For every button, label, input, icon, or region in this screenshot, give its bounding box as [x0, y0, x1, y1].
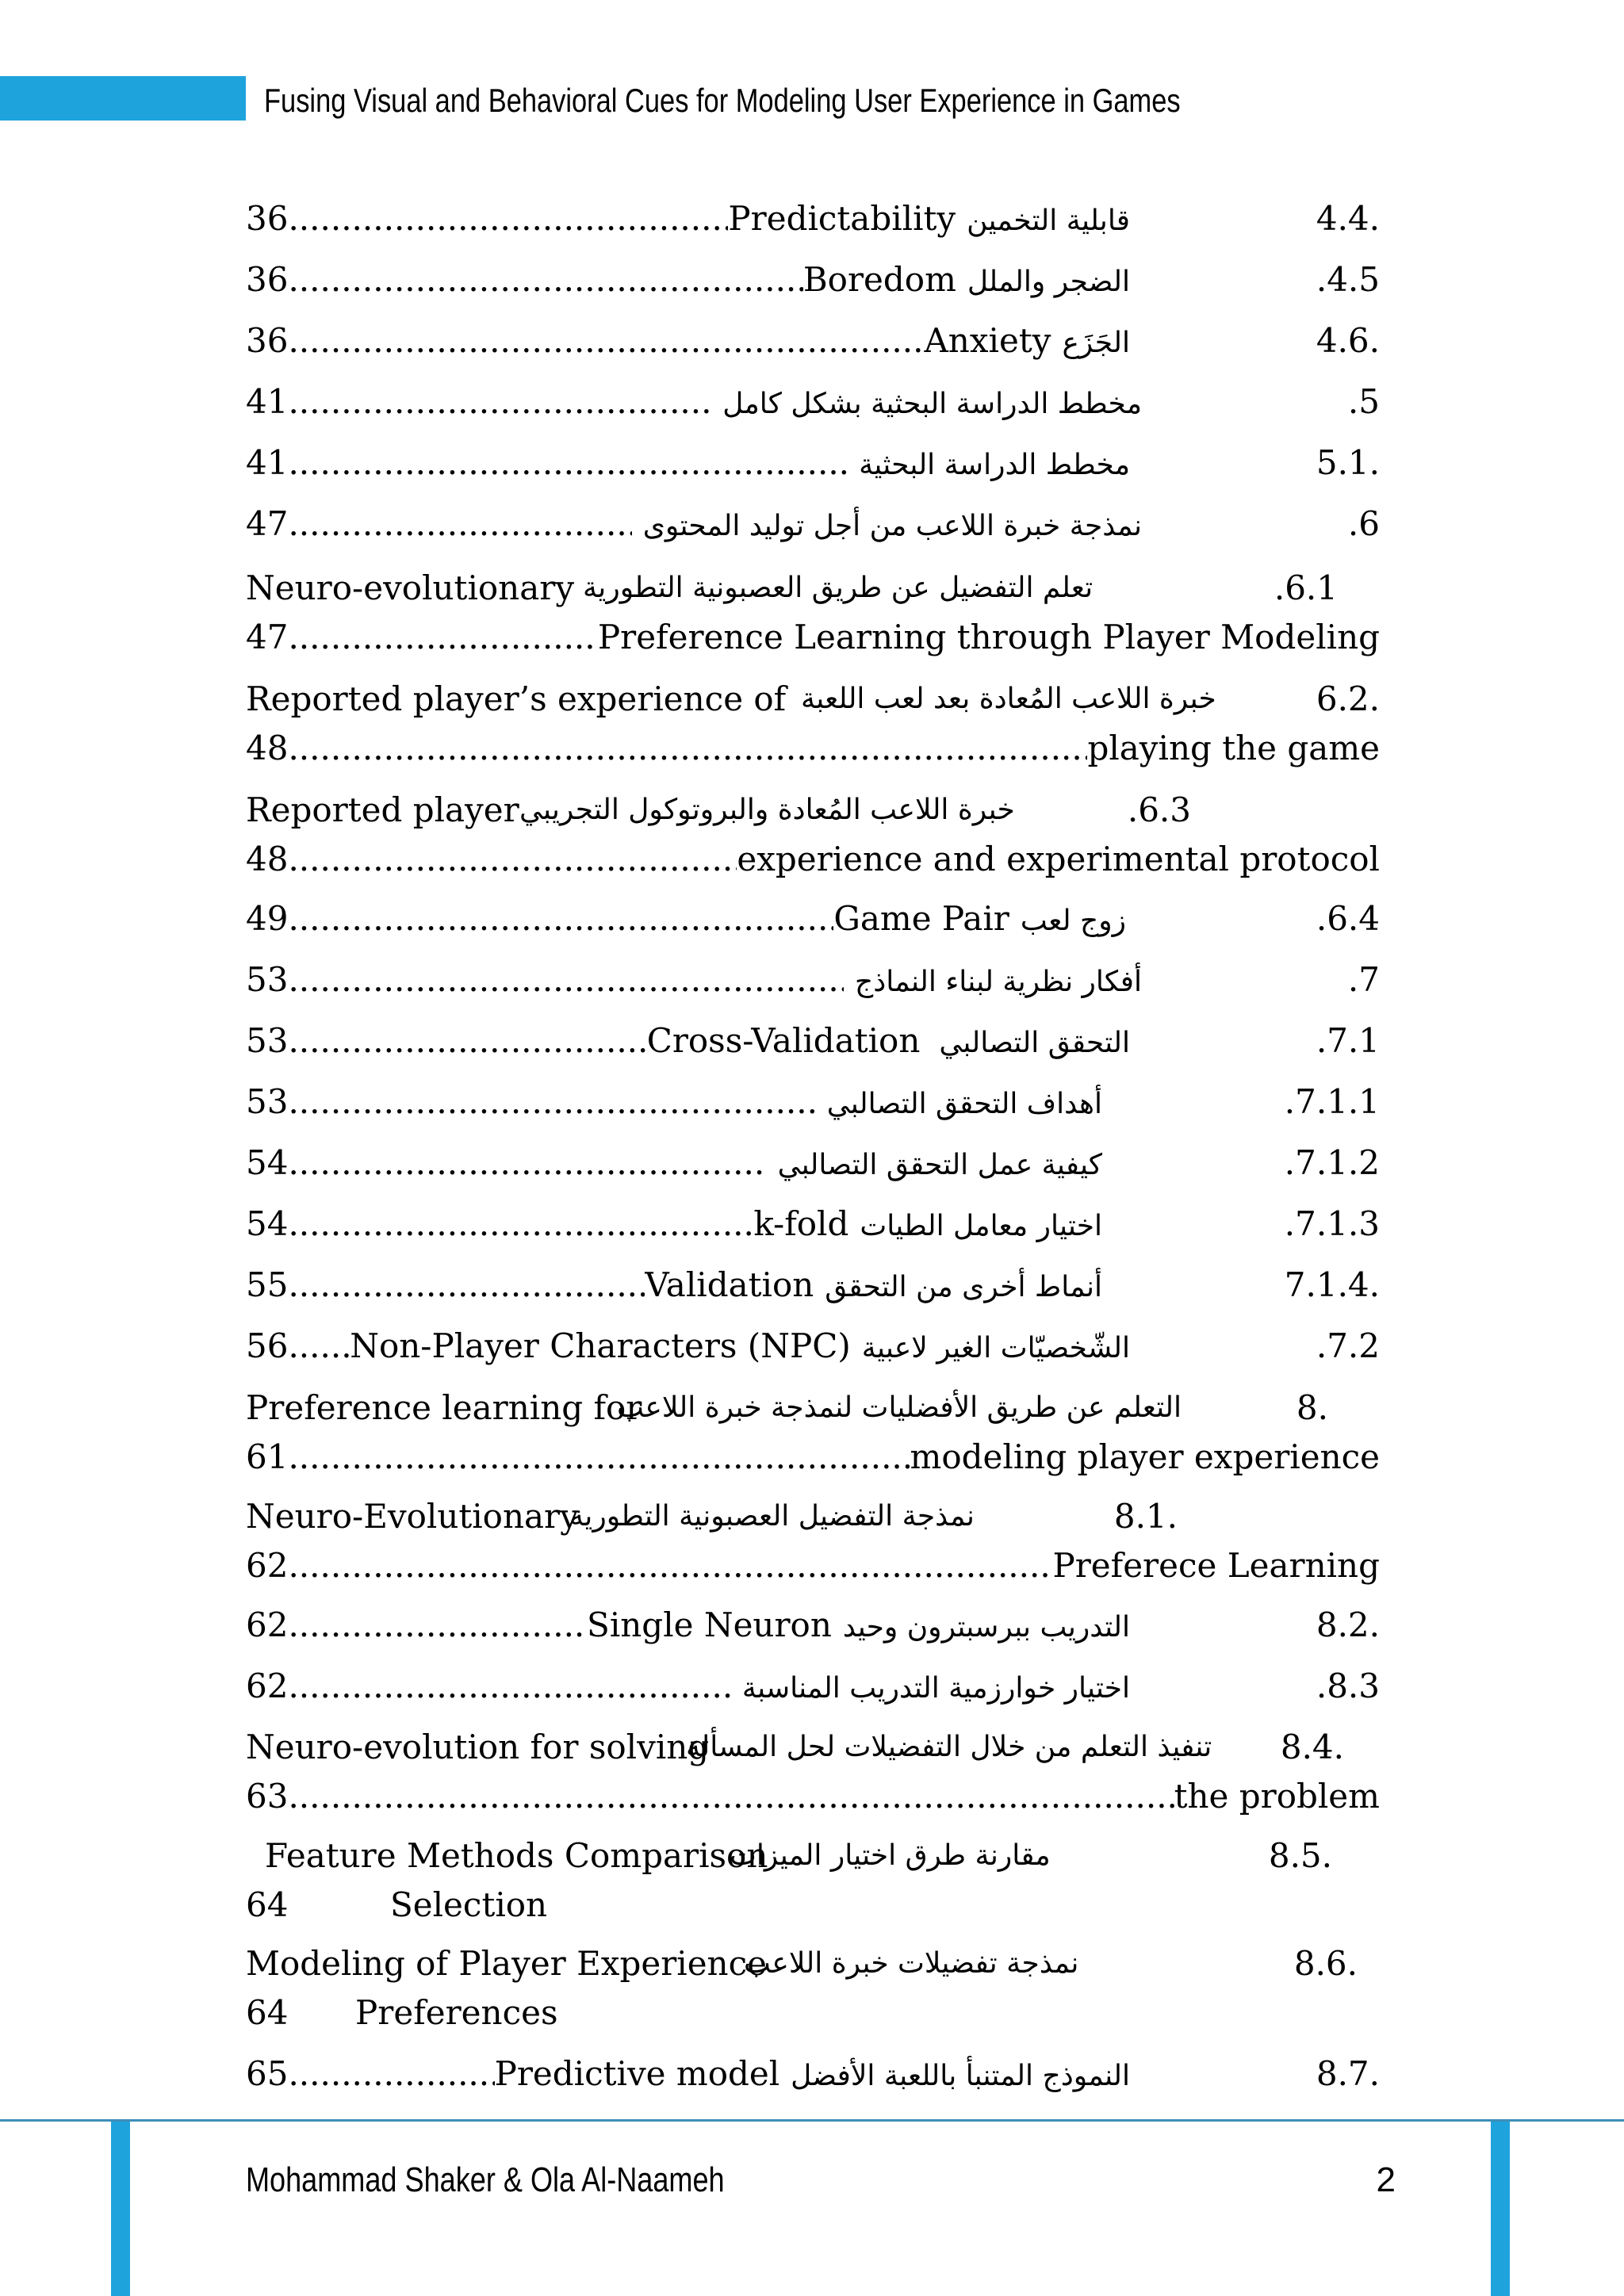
dot-leader — [288, 439, 848, 487]
toc-arabic-title: الشّخصيّات الغير لاعبية — [861, 1332, 1130, 1364]
toc-page-number: 53 — [246, 1082, 289, 1121]
toc-arabic-title: التدريب ببرسبترون وحيد — [842, 1611, 1130, 1644]
toc-arabic-title: نمذجة التفضيل العصبونية التطورية — [569, 1500, 975, 1533]
toc-section-number: 8.7. — [1316, 2054, 1380, 2093]
toc-page-number: 62 — [246, 1546, 289, 1585]
toc-section-number: .7.1.2 — [1284, 1143, 1380, 1182]
toc-page-number: 53 — [246, 960, 289, 999]
toc-entry — [246, 1078, 1380, 1126]
footer-accent-bar-right — [1491, 2122, 1510, 2296]
toc-page-number: 47 — [246, 618, 289, 656]
dot-leader — [288, 1773, 1174, 1820]
dot-leader — [288, 1663, 730, 1710]
toc-arabic-title: اختيار معامل الطيات — [860, 1210, 1102, 1242]
toc-english-title: Cross-Validation — [646, 1021, 921, 1060]
toc-arabic-title: تنفيذ التعلم من خلال التفضيلات لحل المسألة — [686, 1731, 1212, 1763]
dot-leader — [288, 836, 737, 883]
dot-leader — [288, 895, 833, 943]
toc-entry — [246, 1663, 1380, 1710]
toc-english-title: Predictive model — [494, 2054, 780, 2093]
dot-leader — [288, 725, 1087, 772]
dot-leader — [288, 1322, 350, 1370]
toc-section-number: .6 — [1347, 504, 1380, 543]
toc-section-number: 8. — [1296, 1388, 1328, 1427]
toc-entry — [246, 378, 1380, 426]
toc-page-number: 64 — [246, 1885, 289, 1924]
toc-entry — [246, 1139, 1380, 1187]
toc-arabic-title: أنماط أخرى من التحقق — [825, 1271, 1102, 1303]
dot-leader — [288, 500, 631, 548]
toc-page-number: 55 — [246, 1265, 289, 1304]
page-number: 2 — [1376, 2160, 1396, 2199]
dot-leader — [288, 1601, 587, 1649]
toc-arabic-title: خبرة اللاعب المُعادة والبروتوكول التجريبي — [519, 794, 1015, 826]
toc-page-number: 49 — [246, 899, 289, 938]
toc-section-number: .6.3 — [1127, 790, 1191, 829]
toc-english-title: Validation — [645, 1265, 814, 1304]
toc-section-number: .7.1.1 — [1284, 1082, 1380, 1121]
toc-entry — [246, 1601, 1380, 1649]
toc-arabic-title: مقارنة طرق اختيار الميزات — [730, 1839, 1051, 1872]
toc-entry — [246, 1261, 1380, 1309]
toc-entry — [246, 1832, 1380, 1931]
toc-section-number: .7 — [1347, 960, 1380, 999]
toc-english-title-continued: modeling player experience — [910, 1437, 1380, 1476]
toc-english-title-continued: Preferece Learning — [1052, 1546, 1380, 1585]
toc-entry — [246, 564, 1380, 663]
dot-leader — [288, 1139, 766, 1187]
toc-page-number: 41 — [246, 443, 289, 482]
toc-entry — [246, 1724, 1380, 1822]
toc-entry — [246, 1322, 1380, 1370]
toc-entry — [246, 500, 1380, 548]
toc-section-number: 7.1.4. — [1284, 1265, 1380, 1304]
toc-entry — [246, 317, 1380, 365]
toc-entry — [246, 439, 1380, 487]
dot-leader — [288, 378, 711, 426]
toc-entry — [246, 1384, 1380, 1483]
toc-page-number: 54 — [246, 1204, 289, 1243]
toc-arabic-title: التعلم عن طريق الأفضليات لنمذجة خبرة اللاعب — [617, 1391, 1182, 1424]
dot-leader — [288, 256, 802, 304]
toc-section-number: .6.4 — [1316, 899, 1380, 938]
toc-english-title: k-fold — [753, 1204, 849, 1243]
toc-entry — [246, 895, 1380, 943]
toc-english-title: Neuro-Evolutionary — [246, 1497, 579, 1536]
toc-entry — [246, 1017, 1380, 1065]
dot-leader — [288, 317, 924, 365]
toc-arabic-title: مخطط الدراسة البحثية — [859, 449, 1130, 481]
toc-arabic-title: مخطط الدراسة البحثية بشكل كامل — [722, 388, 1142, 420]
toc-english-title: Reported player’s experience of — [246, 679, 787, 718]
footer-authors: Mohammad Shaker & Ola Al-Naameh — [246, 2160, 725, 2199]
toc-section-number: .7.2 — [1316, 1326, 1380, 1365]
toc-arabic-title: أفكار نظرية لبناء النماذج — [855, 966, 1142, 998]
toc-english-title: Single Neuron — [587, 1605, 832, 1644]
toc-section-number: 5.1. — [1316, 443, 1380, 482]
toc-arabic-title: اختيار خوارزمية التدريب المناسبة — [741, 1672, 1130, 1705]
toc-arabic-title: نمذجة تفضيلات خبرة اللاعب — [744, 1947, 1079, 1980]
toc-section-number: 4.4. — [1316, 199, 1380, 238]
toc-page-number: 41 — [246, 382, 289, 421]
toc-page-number: 48 — [246, 840, 289, 878]
toc-page-number: 64 — [246, 1993, 289, 2032]
toc-arabic-title: أهداف التحقق التصالبي — [826, 1088, 1102, 1120]
toc-entry — [246, 786, 1380, 885]
toc-english-title: Feature Methods Comparison — [265, 1836, 768, 1875]
toc-arabic-title: كيفية عمل التحقق التصالبي — [777, 1149, 1102, 1181]
dot-leader — [288, 614, 597, 661]
toc-english-title: Game Pair — [833, 899, 1009, 938]
dot-leader — [288, 1542, 1052, 1590]
toc-entry — [246, 1200, 1380, 1248]
toc-page-number: 36 — [246, 321, 289, 360]
toc-english-title-continued: Preferences — [355, 1993, 558, 2032]
toc-english-title: Neuro-evolutionary — [246, 568, 575, 607]
running-header-title: Fusing Visual and Behavioral Cues for Modeling User Experience in Games — [264, 82, 1181, 119]
toc-arabic-title: النموذج المتنبأ باللعبة الأفضل — [791, 2060, 1130, 2092]
toc-section-number: 4.6. — [1316, 321, 1380, 360]
toc-entry — [246, 675, 1380, 774]
toc-section-number: .7.1.3 — [1284, 1204, 1380, 1243]
footer-accent-bar-left — [111, 2122, 130, 2296]
toc-english-title-continued: experience and experimental protocol — [737, 840, 1380, 878]
dot-leader — [288, 1017, 646, 1065]
toc-section-number: 8.1. — [1113, 1497, 1178, 1536]
toc-arabic-title: الضجر والملل — [967, 266, 1130, 298]
toc-section-number: 6.2. — [1316, 679, 1380, 718]
toc-english-title-continued: Preference Learning through Player Modeling — [597, 618, 1380, 656]
toc-arabic-title: تعلم التفضيل عن طريق العصبونية التطورية — [583, 572, 1094, 604]
toc-page-number: 61 — [246, 1437, 289, 1476]
toc-english-title-continued: playing the game — [1087, 729, 1380, 767]
toc-section-number: 8.2. — [1316, 1605, 1380, 1644]
toc-english-title: Non-Player Characters (NPC) — [350, 1326, 851, 1365]
toc-arabic-title: نمذجة خبرة اللاعب من أجل توليد المحتوى — [642, 510, 1142, 542]
toc-page-number: 36 — [246, 199, 289, 238]
toc-section-number: .6.1 — [1274, 568, 1338, 607]
dot-leader — [288, 1261, 645, 1309]
toc-entry — [246, 1493, 1380, 1591]
toc-arabic-title: قابلية التخمين — [967, 205, 1130, 237]
dot-leader — [288, 2050, 494, 2098]
toc-section-number: .4.5 — [1316, 260, 1380, 299]
toc-english-title: Preference learning for — [246, 1388, 642, 1427]
toc-section-number: 8.6. — [1293, 1944, 1358, 1983]
toc-section-number: .8.3 — [1316, 1667, 1380, 1705]
toc-entry — [246, 956, 1380, 1004]
toc-entry — [246, 256, 1380, 304]
toc-english-title: Predictability — [728, 199, 956, 238]
toc-english-title-continued: the problem — [1174, 1777, 1380, 1816]
toc-page-number: 65 — [246, 2054, 289, 2093]
toc-english-title: Reported player — [246, 790, 519, 829]
toc-section-number: .7.1 — [1316, 1021, 1380, 1060]
toc-english-title: Modeling of Player Experience — [246, 1944, 767, 1983]
dot-leader — [288, 956, 844, 1004]
toc-page-number: 62 — [246, 1605, 289, 1644]
footer-rule — [0, 2119, 1624, 2122]
toc-english-title: Boredom — [802, 260, 956, 299]
toc-arabic-title: زوج لعب — [1020, 905, 1126, 937]
toc-entry — [246, 2050, 1380, 2098]
dot-leader — [288, 1433, 910, 1481]
toc-english-title: Neuro-evolution for solving — [246, 1728, 710, 1766]
toc-page-number: 53 — [246, 1021, 289, 1060]
toc-page-number: 63 — [246, 1777, 289, 1816]
toc-arabic-title: خبرة اللاعب المُعادة بعد لعب اللعبة — [801, 683, 1216, 715]
toc-section-number: 8.5. — [1268, 1836, 1332, 1875]
toc-page-number: 48 — [246, 729, 289, 767]
dot-leader — [288, 1078, 815, 1126]
toc-arabic-title: التحقق التصالبي — [939, 1027, 1130, 1059]
toc-entry — [246, 195, 1380, 243]
toc-page-number: 56 — [246, 1326, 289, 1365]
dot-leader — [288, 195, 728, 243]
toc-english-title-continued: Selection — [390, 1885, 548, 1924]
toc-page-number: 47 — [246, 504, 289, 543]
toc-section-number: 8.4. — [1280, 1728, 1344, 1766]
toc-page-number: 62 — [246, 1667, 289, 1705]
toc-page-number: 36 — [246, 260, 289, 299]
toc-english-title: Anxiety — [924, 321, 1051, 360]
dot-leader — [288, 1200, 753, 1248]
toc-section-number: .5 — [1347, 382, 1380, 421]
toc-page-number: 54 — [246, 1143, 289, 1182]
toc-entry — [246, 1940, 1380, 2038]
toc-arabic-title: الجَزَع — [1062, 327, 1130, 359]
